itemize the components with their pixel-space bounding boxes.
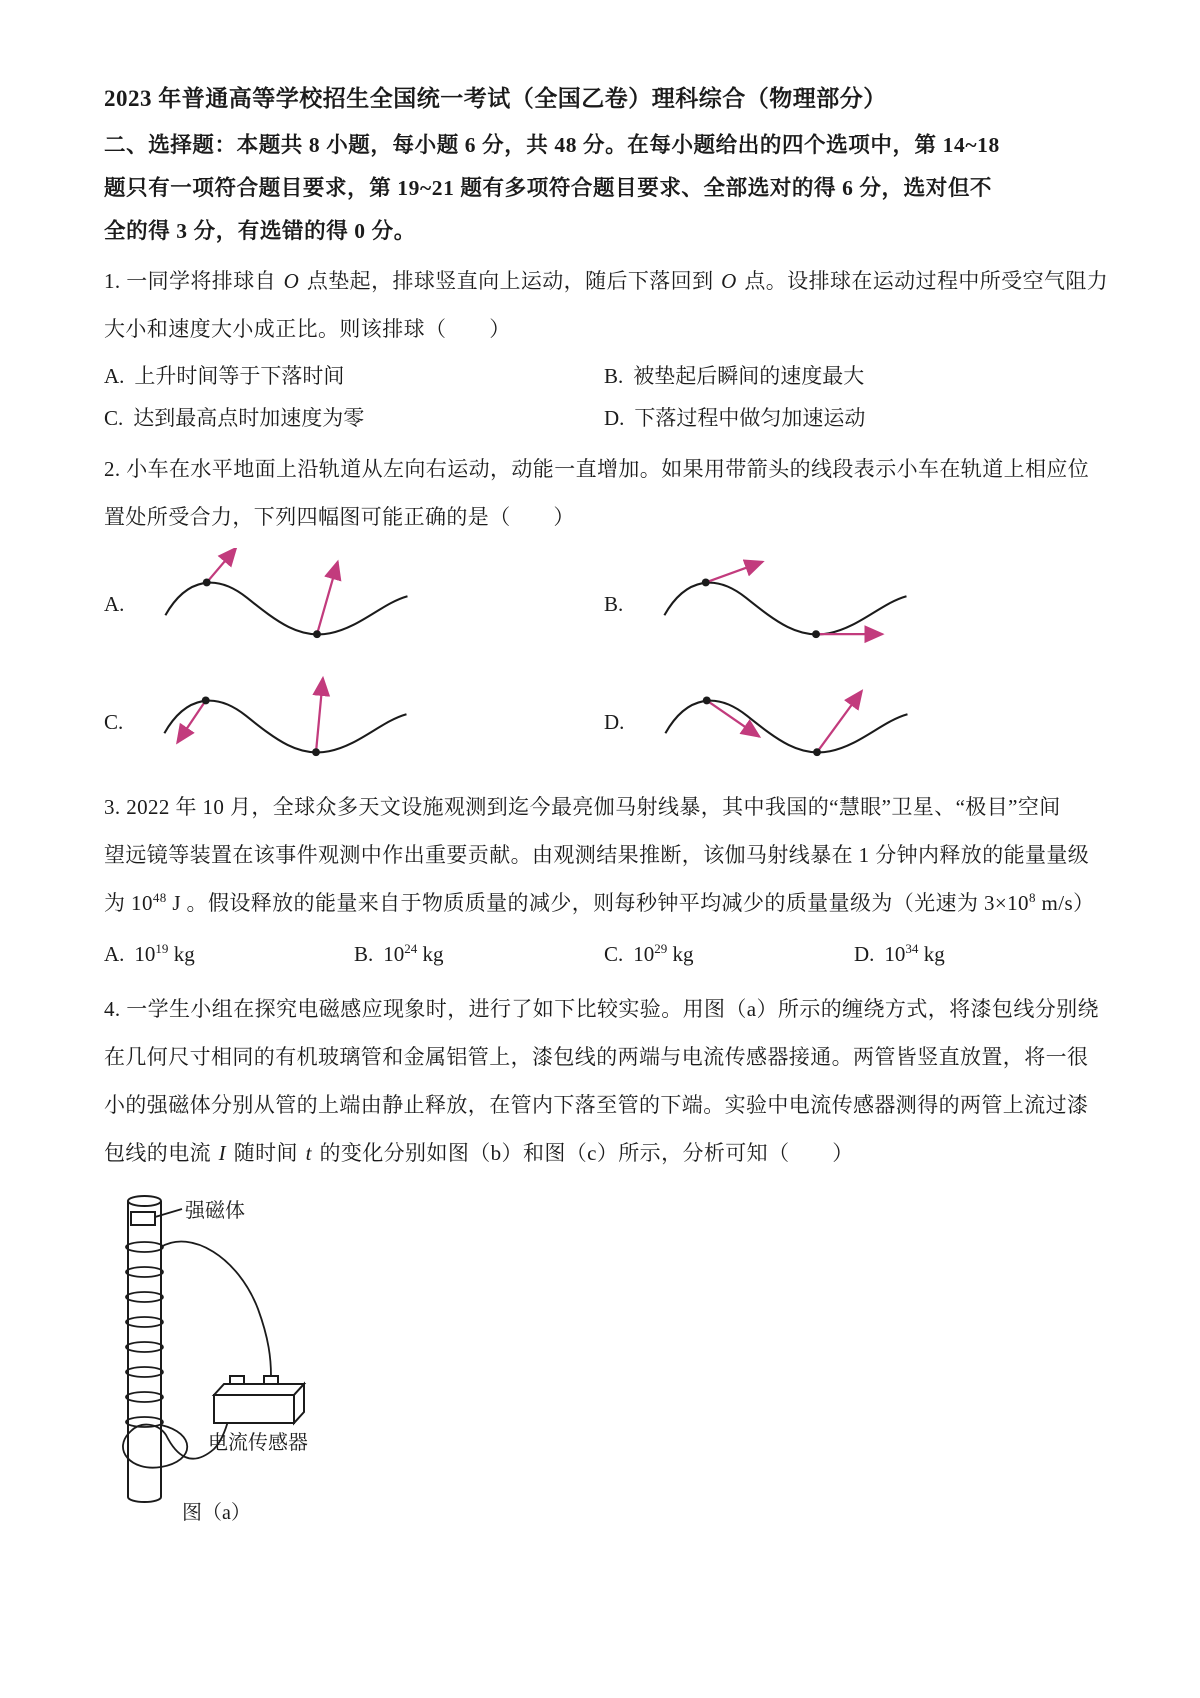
q3-option-c bbox=[604, 933, 854, 975]
force-arrow bbox=[178, 700, 206, 742]
coil-winding bbox=[126, 1242, 163, 1427]
force-arrow bbox=[317, 562, 338, 634]
question-3-options bbox=[104, 933, 1114, 975]
question-2-line-2: 置处所受合力，下列四幅图可能正确的是（ ） bbox=[104, 505, 575, 529]
q2-figure-c-diagram bbox=[135, 666, 435, 778]
question-2-figures bbox=[104, 545, 1114, 781]
question-1-line-1: 1. 一同学将排球自 O 点垫起，排球竖直向上运动，随后下落回到 O 点。设排球在运动过程中所受空气阻力 bbox=[104, 269, 1109, 293]
cart-position-dot bbox=[202, 696, 210, 704]
q2-figure-b-diagram bbox=[635, 548, 935, 660]
cart-position-dot bbox=[812, 630, 820, 638]
cart-position-dot bbox=[702, 578, 710, 586]
question-3-line-2: 望远镜等装置在该事件观测中作出重要贡献。由观测结果推断，该伽马射线暴在 1 分钟内释放的能量量级 bbox=[104, 843, 1090, 867]
q1-option-a-text: 上升时间等于下落时间 bbox=[134, 364, 345, 388]
intro-line-2: 题只有一项符合题目要求，第 19~21 题有多项符合题目要求、全部选对的得 6 分，选对但不 bbox=[104, 176, 993, 200]
cart-position-dot bbox=[203, 578, 211, 586]
q2-figure-b-label: B. bbox=[604, 591, 624, 616]
q2-figure-d bbox=[604, 663, 1114, 781]
question-1 bbox=[104, 257, 1114, 353]
question-4 bbox=[104, 985, 1114, 1177]
q2-figure-c-label: C. bbox=[104, 709, 124, 734]
q3-option-d-value: $10^{34}$ kg bbox=[884, 941, 945, 966]
strong-magnet bbox=[131, 1212, 155, 1225]
q1-option-c-text: 达到最高点时加速度为零 bbox=[133, 406, 365, 430]
q1-option-d bbox=[604, 397, 1114, 439]
intro-line-1: 二、选择题：本题共 8 小题，每小题 6 分，共 48 分。在每小题给出的四个选项中，第 14~18 bbox=[104, 133, 1000, 157]
track-force-curve bbox=[636, 666, 936, 778]
q3-option-a-value: $10^{19}$ kg bbox=[134, 941, 195, 966]
q1-option-d-label: D. bbox=[604, 406, 625, 430]
q2-figure-a bbox=[104, 545, 604, 663]
q1-option-a bbox=[104, 355, 604, 397]
q1-option-a-label: A. bbox=[104, 364, 125, 388]
q2-figure-d-diagram bbox=[636, 666, 936, 778]
force-arrow bbox=[207, 548, 236, 582]
q1-option-b-label: B. bbox=[604, 364, 624, 388]
question-1-options bbox=[104, 355, 1114, 439]
cart-position-dot bbox=[813, 748, 821, 756]
coil-tube-apparatus-diagram bbox=[106, 1187, 356, 1532]
question-4-line-4: 包线的电流 I 随时间 t 的变化分别如图（b）和图（c）所示，分析可知（ ） bbox=[104, 1141, 854, 1165]
cart-position-dot bbox=[703, 696, 711, 704]
q1-option-c-label: C. bbox=[104, 406, 124, 430]
question-2-line-1: 2. 小车在水平地面上沿轨道从左向右运动，动能一直增加。如果用带箭头的线段表示小车在轨道上相应位 bbox=[104, 457, 1090, 481]
q3-option-d bbox=[854, 933, 1114, 975]
cart-position-dot bbox=[312, 748, 320, 756]
sensor-label: 电流传感器 bbox=[208, 1432, 308, 1454]
figure-a-caption: 图（a） bbox=[182, 1502, 251, 1524]
section-intro bbox=[104, 124, 1114, 253]
q3-option-c-value: $10^{29}$ kg bbox=[633, 941, 694, 966]
magnet-leader-line bbox=[155, 1209, 182, 1217]
q1-option-b-text: 被垫起后瞬间的速度最大 bbox=[633, 364, 865, 388]
q2-figure-b bbox=[604, 545, 1114, 663]
question-3-line-1: 3. 2022 年 10 月，全球众多天文设施观测到迄今最亮伽马射线暴，其中我国的“慧眼”卫星、“极目”空间 bbox=[104, 795, 1061, 819]
question-3 bbox=[104, 783, 1114, 927]
force-arrow bbox=[316, 678, 323, 752]
page-title: 2023 年普通高等学校招生全国统一考试（全国乙卷）理科综合（物理部分） bbox=[104, 86, 887, 111]
track-force-curve bbox=[635, 548, 935, 660]
q3-option-b bbox=[354, 933, 604, 975]
q3-option-b-value: $10^{24}$ kg bbox=[383, 941, 444, 966]
question-4-line-2: 在几何尺寸相同的有机玻璃管和金属铝管上，漆包线的两端与电流传感器接通。两管皆竖直放置，将一很 bbox=[104, 1045, 1089, 1069]
track-force-curve bbox=[135, 666, 435, 778]
q1-option-c bbox=[104, 397, 604, 439]
question-2 bbox=[104, 445, 1114, 541]
force-arrow bbox=[706, 562, 763, 583]
question-3-line-3: 为 $10^{48}$ J 。假设释放的能量来自于物质质量的减少，则每秒钟平均减少的质量量级为（光速为 $3\times 10^8$ m/s） bbox=[104, 890, 1095, 915]
track-force-curve bbox=[136, 548, 436, 660]
q3-option-b-label: B. bbox=[354, 942, 374, 966]
question-1-line-2: 大小和速度大小成正比。则该排球（ ） bbox=[104, 317, 511, 341]
magnet-label: 强磁体 bbox=[185, 1200, 245, 1222]
question-4-line-1: 4. 一学生小组在探究电磁感应现象时，进行了如下比较实验。用图（a）所示的缠绕方式，将漆包线分别绕 bbox=[104, 997, 1099, 1021]
q1-option-d-text: 下落过程中做匀加速运动 bbox=[634, 406, 866, 430]
intro-line-3: 全的得 3 分，有选错的得 0 分。 bbox=[104, 219, 416, 243]
q2-figure-a-label: A. bbox=[104, 591, 125, 616]
current-sensor bbox=[214, 1376, 304, 1423]
q1-option-b bbox=[604, 355, 1114, 397]
q3-option-a-label: A. bbox=[104, 942, 125, 966]
cart-position-dot bbox=[313, 630, 321, 638]
q2-figure-a-diagram bbox=[136, 548, 436, 660]
q3-option-c-label: C. bbox=[604, 942, 624, 966]
q2-figure-d-label: D. bbox=[604, 709, 625, 734]
q3-option-d-label: D. bbox=[854, 942, 875, 966]
question-4-line-3: 小的强磁体分别从管的上端由静止释放，在管内下落至管的下端。实验中电流传感器测得的两管上流过漆 bbox=[104, 1093, 1089, 1117]
q2-figure-c bbox=[104, 663, 604, 781]
wire-top-to-sensor bbox=[161, 1242, 271, 1376]
q3-option-a bbox=[104, 933, 354, 975]
q4-apparatus-figure bbox=[106, 1187, 366, 1532]
